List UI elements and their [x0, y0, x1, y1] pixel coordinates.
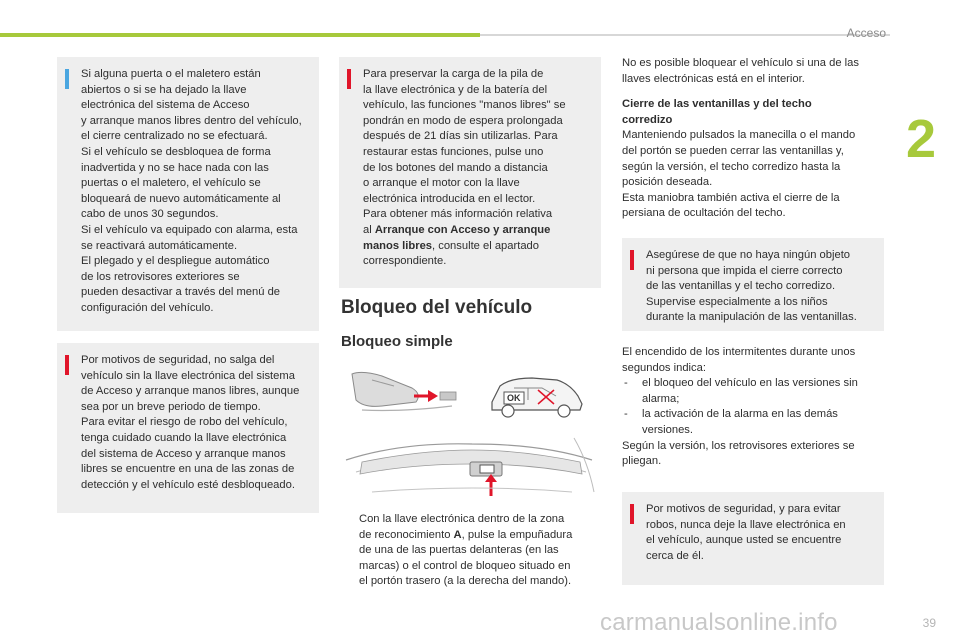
warning-note-box-2	[339, 57, 601, 288]
watermark: carmanualsonline.info	[600, 609, 838, 636]
warning-note-text-4: Por motivos de seguridad, y para evitar robos, nunca deje la llave electrónica en el vehículo, aunque usted se encuentre cerca de él.	[646, 503, 846, 562]
windows-text: Manteniendo pulsados la manecilla o el mando del portón se pueden cerrar las ventanillas y, según la versión, el techo corredizo hasta la posición deseada. Esta maniobra también activa el cierre de la persiana de ocultación del techo.	[622, 129, 856, 220]
warning-icon	[65, 355, 69, 375]
door-handle-illustration	[342, 366, 594, 424]
intro-text: No es posible bloquear el vehículo si una de las llaves electrónicas está en el interior.	[622, 57, 859, 85]
info-note-text: Si alguna puerta o el maletero están abiertos o si se ha dejado la llave electrónica del sistema de Acceso y arranque manos libres dentro del vehículo, el cierre centralizado no se efectuará. Si el vehículo se desbloquea de forma inadvertida y no se hace nada con las puertas o el maletero, el vehículo se bloqueará de nuevo automáticamente al cabo de unos 30 segundos. Si el vehículo va equipado con alarma, esta se reactivará automáticamente. El plegado y el despliegue automático de los retrovisores exteriores se pueden desactivar a través del menú de configuración del vehículo.	[81, 68, 302, 314]
warning-note-text-1: Por motivos de seguridad, no salga del vehículo sin la llave electrónica del sistema de Acceso y arranque manos libres, aunque sea por un breve periodo de tiempo. Para evitar el riesgo de robo del vehículo, tenga cuidado cuando la llave electrónica del sistema de Acceso y arranque manos libres se encuentre en una de las zonas de detección y el vehículo esté desbloqueado.	[81, 354, 300, 491]
warning-note-box-4	[622, 492, 884, 585]
list-item: - el bloqueo del vehículo en las versiones sin alarma;	[622, 376, 888, 407]
indicators-text: El encendido de los intermitentes durante unos segundos indica:	[622, 346, 856, 374]
list-item: - la activación de la alarma en las demás versiones.	[622, 407, 888, 438]
ok-label: OK	[507, 393, 521, 403]
chapter-number: 2	[906, 109, 937, 169]
sub-heading-windows: Cierre de las ventanillas y del techo corredizo	[622, 98, 812, 126]
warning-icon	[630, 250, 634, 270]
header-accent-line	[0, 33, 480, 37]
indicators-list	[622, 376, 888, 438]
section-title: Acceso	[846, 26, 886, 40]
mirrors-text: Según la versión, los retrovisores exteriores se pliegan.	[622, 439, 855, 468]
header-divider	[480, 34, 890, 36]
heading-vehicle-locking: Bloqueo del vehículo	[341, 297, 533, 318]
instruction-text: Con la llave electrónica dentro de la zona de reconocimiento A, pulse la empuñadura de una de las puertas delanteras (en las marcas) o el control de bloqueo situado en el portón trasero (a la derecha del mando).	[359, 513, 573, 588]
warning-note-box-3	[622, 238, 884, 331]
warning-note-text-3: Asegúrese de que no haya ningún objeto ni persona que impida el cierre correcto de las ventanillas y el techo corredizo. Supervise especialmente a los niños durante la manipulación de las ventanillas.	[646, 249, 857, 324]
warning-note-box-1	[57, 343, 319, 513]
instruction-bullet	[341, 512, 603, 590]
info-note-box	[57, 57, 319, 331]
warning-note-text-2: Para preservar la carga de la pila de la llave electrónica y de la batería del vehículo, las funciones "manos libres" se pondrán en modo de espera prolongada después de 21 días sin utilizarlas. Para restaurar estas funciones, pulse uno de los botones del mando a distancia o arranque el motor con la llave electrónica introducida en el lector. Para obtener más información relativa al Arranque con Acceso y arranque manos libres, consulte el apartado correspondiente.	[363, 68, 566, 268]
info-icon	[65, 69, 69, 89]
warning-icon	[630, 504, 634, 524]
warning-icon	[347, 69, 351, 89]
heading-simple-locking: Bloqueo simple	[341, 333, 453, 350]
tailgate-illustration	[342, 432, 600, 502]
page-number: 39	[922, 616, 936, 630]
